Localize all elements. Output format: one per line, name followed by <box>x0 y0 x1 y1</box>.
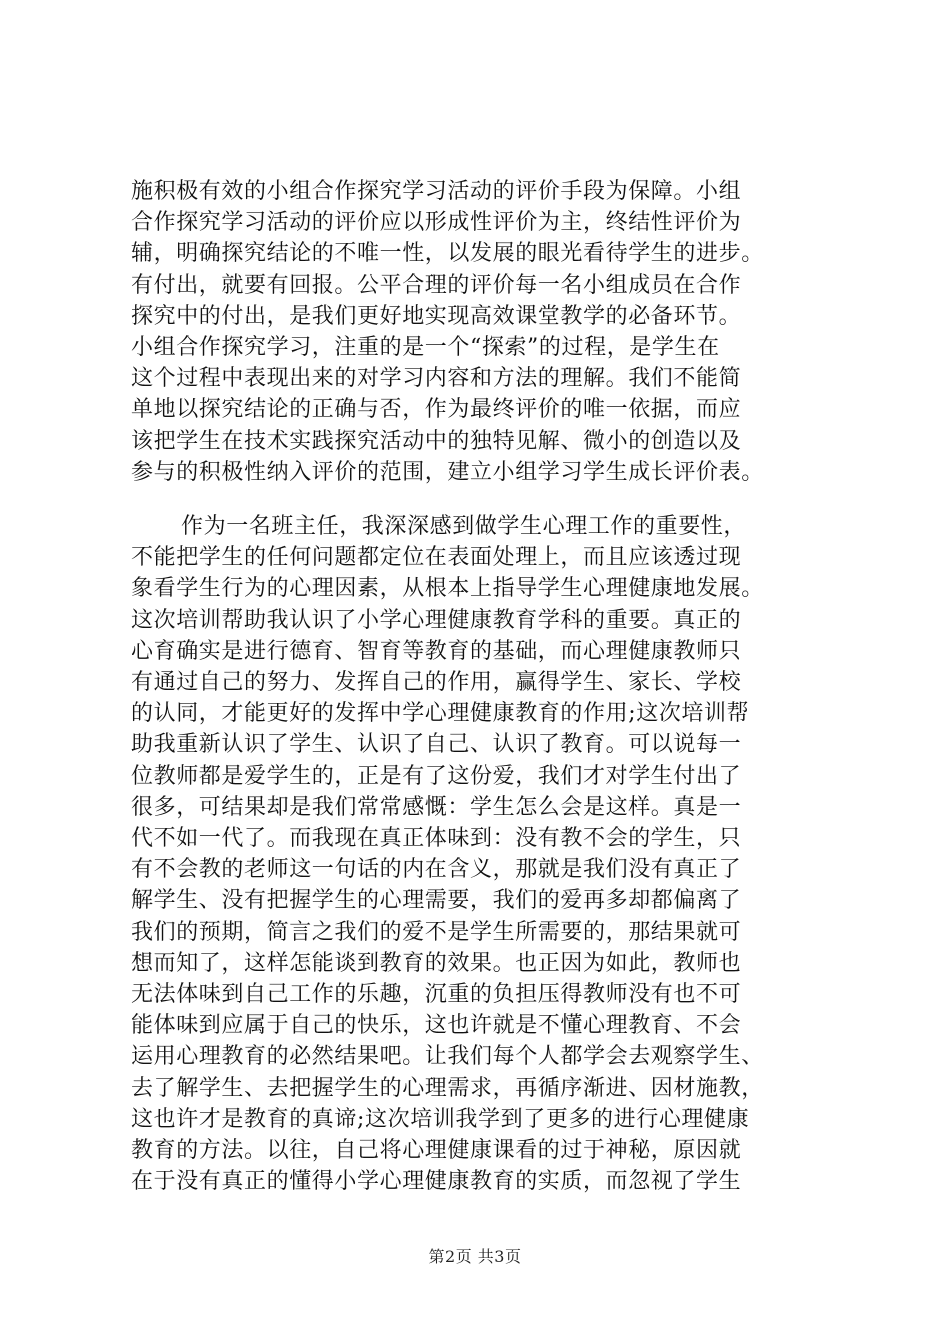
text-line: 助我重新认识了学生、认识了自己、认识了教育。可以说每一 <box>131 732 742 758</box>
text-line: 心育确实是进行德育、智育等教育的基础，而心理健康教师只 <box>131 638 742 664</box>
text-line: 合作探究学习活动的评价应以形成性评价为主，终结性评价为 <box>131 210 742 236</box>
text-line: 象看学生行为的心理因素，从根本上指导学生心理健康地发展。 <box>131 576 764 602</box>
text-line: 有通过自己的努力、发挥自己的作用，赢得学生、家长、学校 <box>131 670 742 696</box>
paragraph-psychology-training <box>131 511 831 1197</box>
text-line: 这也许才是教育的真谛;这次培训我学到了更多的进行心理健康 <box>131 1106 750 1132</box>
text-line: 小组合作探究学习，注重的是一个“探索”的过程，是学生在 <box>131 335 720 361</box>
text-line: 能体味到应属于自己的快乐，这也许就是不懂心理教育、不会 <box>131 1013 742 1039</box>
text-line: 的认同，才能更好的发挥中学心理健康教育的作用;这次培训帮 <box>131 701 750 727</box>
text-line-first: 作为一名班主任，我深深感到做学生心理工作的重要性， <box>181 514 747 539</box>
text-line: 这个过程中表现出来的对学习内容和方法的理解。我们不能简 <box>131 366 742 392</box>
text-line: 辅，明确探究结论的不唯一性，以发展的眼光看待学生的进步。 <box>131 241 764 267</box>
text-line: 去了解学生、去把握学生的心理需求，再循序渐进、因材施教， <box>131 1075 764 1101</box>
text-line: 无法体味到自己工作的乐趣，沉重的负担压得教师没有也不可 <box>131 982 742 1008</box>
text-line: 有付出，就要有回报。公平合理的评价每一名小组成员在合作 <box>131 272 742 298</box>
text-line: 很多，可结果却是我们常常感慨：学生怎么会是这样。真是一 <box>131 794 742 820</box>
text-line: 参与的积极性纳入评价的范围，建立小组学习学生成长评价表。 <box>131 459 764 485</box>
text-line: 施积极有效的小组合作探究学习活动的评价手段为保障。小组 <box>131 179 742 204</box>
page-number-label: 第2页 共3页 <box>428 1247 522 1266</box>
page-footer <box>0 1244 950 1267</box>
text-line: 解学生、没有把握学生的心理需要，我们的爱再多却都偏离了 <box>131 888 742 914</box>
text-line: 探究中的付出，是我们更好地实现高效课堂教学的必备环节。 <box>131 303 742 329</box>
text-line: 位教师都是爱学生的，正是有了这份爱，我们才对学生付出了 <box>131 763 742 789</box>
text-line: 单地以探究结论的正确与否，作为最终评价的唯一依据，而应 <box>131 397 742 423</box>
text-line: 我们的预期，简言之我们的爱不是学生所需要的，那结果就可 <box>131 919 742 945</box>
text-line: 在于没有真正的懂得小学心理健康教育的实质，而忽视了学生 <box>131 1169 742 1195</box>
text-line: 不能把学生的任何问题都定位在表面处理上，而且应该透过现 <box>131 545 742 571</box>
text-line: 该把学生在技术实践探究活动中的独特见解、微小的创造以及 <box>131 428 742 454</box>
paragraph-evaluation <box>131 176 831 488</box>
text-line: 代不如一代了。而我现在真正体味到：没有教不会的学生，只 <box>131 826 742 852</box>
text-line: 想而知了，这样怎能谈到教育的效果。也正因为如此，教师也 <box>131 950 742 976</box>
text-line: 有不会教的老师这一句话的内在含义，那就是我们没有真正了 <box>131 857 742 883</box>
text-line: 教育的方法。以往，自己将心理健康课看的过于神秘，原因就 <box>131 1138 742 1164</box>
text-line: 运用心理教育的必然结果吧。让我们每个人都学会去观察学生、 <box>131 1044 764 1070</box>
text-line: 这次培训帮助我认识了小学心理健康教育学科的重要。真正的 <box>131 607 742 633</box>
